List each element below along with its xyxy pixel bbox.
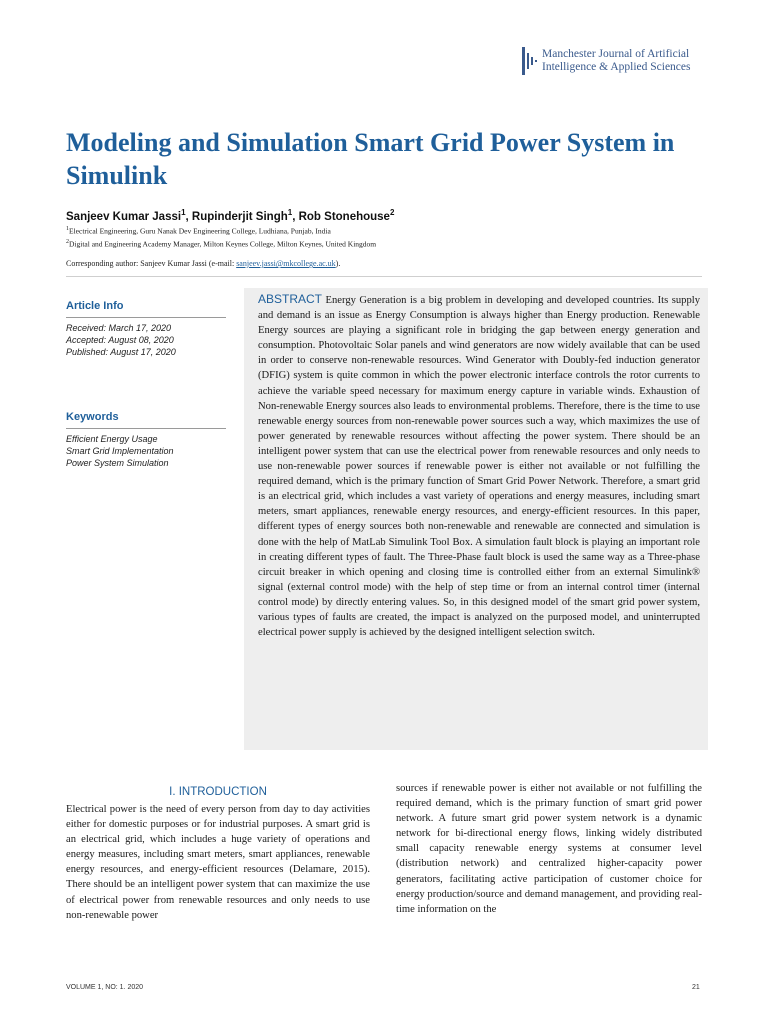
journal-name-line1: Manchester Journal of Artificial	[542, 48, 690, 60]
journal-name	[542, 48, 691, 74]
article-info-dates	[66, 322, 176, 358]
article-info-rule	[66, 317, 226, 318]
affiliation-text: Digital and Engineering Academy Manager, Milton Keynes College, Milton Keynes, United Kingdom	[69, 239, 377, 249]
affiliation-marker: 2	[66, 239, 69, 245]
affiliation-1	[66, 226, 331, 236]
corresponding-author	[66, 259, 340, 268]
author-name: Rupinderjit Singh	[191, 210, 288, 223]
article-info-heading: Article Info	[66, 300, 124, 312]
corresponding-email-link[interactable]: sanjeev.jassi@mkcollege.ac.uk	[236, 259, 336, 268]
received-date: Received: March 17, 2020	[66, 323, 172, 333]
journal-name-line2: Intelligence & Applied Sciences	[542, 61, 691, 73]
footer-page-number: 21	[692, 984, 700, 991]
keyword-item: Efficient Energy Usage	[66, 434, 158, 444]
author-affiliation-marker: 1	[287, 208, 293, 217]
introduction-column-2: sources if renewable power is either not available or not fulfilling the required demand, which is the primary function of smart grid power network. A future smart grid power system network is a dynamic network for bi-directional energy flows, linking widely distributed small capacity renewable energy systems at consumer level (distribution network) and centralized higher-capacity power generators, facilitating active participation of customer choice for energy production/source and demand management, and providing real-time information on the	[396, 783, 702, 915]
keywords-rule	[66, 428, 226, 429]
journal-emblem-icon	[522, 47, 538, 75]
keywords-list	[66, 433, 174, 469]
affiliation-2	[66, 239, 376, 249]
author-name: Rob Stonehouse	[298, 210, 390, 223]
affiliation-text: Electrical Engineering, Guru Nanak Dev Engineering College, Ludhiana, Punjab, India	[69, 226, 331, 236]
keywords-heading: Keywords	[66, 411, 119, 423]
author-list: Sanjeev Kumar Jassi$^1$, Rupinderjit Singh$^1$, Rob Stonehouse$^2$	[66, 208, 395, 223]
keyword-item: Power System Simulation	[66, 458, 169, 468]
affiliation-marker: 1	[66, 226, 69, 232]
paper-title: Modeling and Simulation Smart Grid Power System in Simulink	[66, 128, 675, 190]
abstract-label: ABSTRACT	[258, 292, 323, 306]
introduction-heading: I. INTRODUCTION	[169, 786, 267, 798]
header-divider	[66, 276, 702, 277]
author-affiliation-marker: 2	[389, 208, 395, 217]
author-affiliation-marker: 1	[181, 208, 186, 217]
published-date: Published: August 17, 2020	[66, 347, 176, 357]
corresponding-suffix: ).	[335, 259, 341, 268]
abstract-body: Energy Generation is a big problem in developing and developed countries. Its supply and demand is an issue as Energy Consumption is always higher than Energy production. Renewable Energy sources are playing a significant role in bridging the gap between energy generation and consumption. Photovoltaic Solar panels and wind generators are now widely available that can be used in order to conserve non-renewable resources. Wind Generator with Doubly-fed induction generator (DFIG) system is quite common in which the power electronic interface controls the rotor currents to achieve the variable speed necessary for maximum energy capture in variable winds. Exhaustion of Non-renewable Energy sources also leads to environmental problems. Therefore, there is the time to use renewable energy sources from non-renewable power sources such a way, which maximizes the use of power generated by renewable resources without affecting the power system. There should be an intelligent power system that can use the electrical power from renewable resources and only needs to use non-renewable power sources if renewable power is either not available or not fulfilling the required demand, which is the primary function of Smart Grid Power Network. Therefore, a smart grid is an electrical grid, which includes a vast variety of operations and energy measures, including smart meters, smart appliances, renewable energy resources, and energy-efficient resources. In this paper, different types of energy sources both non-renewable and renewable are connected and simulation is done with the help of MatLab Simulink Tool Box. A simulation fault block is playing an important role in creating different types of fault. The Three-Phase fault block is used the same way as a Three-phase circuit breaker in which opening and closing time is controlled either from an external Simulink® signal (external control mode) with the help of step time or from an internal control timer (internal control mode) by directly entering values. So, in this designed model of the smart grid power system, various types of faults are created, the impact is analyzed on the purposed model, and uninterrupted electrical power supply is achieved by the designed intelligent selection switch.	[258, 295, 700, 639]
introduction-column-1: Electrical power is the need of every person from day to day activities either for domestic purposes or for industrial purposes. A smart grid is an electrical grid, which includes a huge variety of operations and energy measures, including smart meters, smart appliances, renewable energy resources, and energy-efficient resources (Delamare, 2015). There should be an intelligent power system that can maximize the use of electrical power from renewable resources and only needs to use non-renewable power	[66, 804, 370, 921]
corresponding-prefix: Corresponding author: Sanjeev Kumar Jassi (e-mail:	[66, 259, 237, 268]
journal-logo	[522, 44, 712, 78]
footer-volume: VOLUME 1, NO: 1. 2020	[66, 984, 144, 991]
author-name: Sanjeev Kumar Jassi	[66, 210, 182, 223]
keyword-item: Smart Grid Implementation	[66, 446, 174, 456]
abstract-paragraph	[258, 292, 700, 640]
accepted-date: Accepted: August 08, 2020	[66, 335, 174, 345]
